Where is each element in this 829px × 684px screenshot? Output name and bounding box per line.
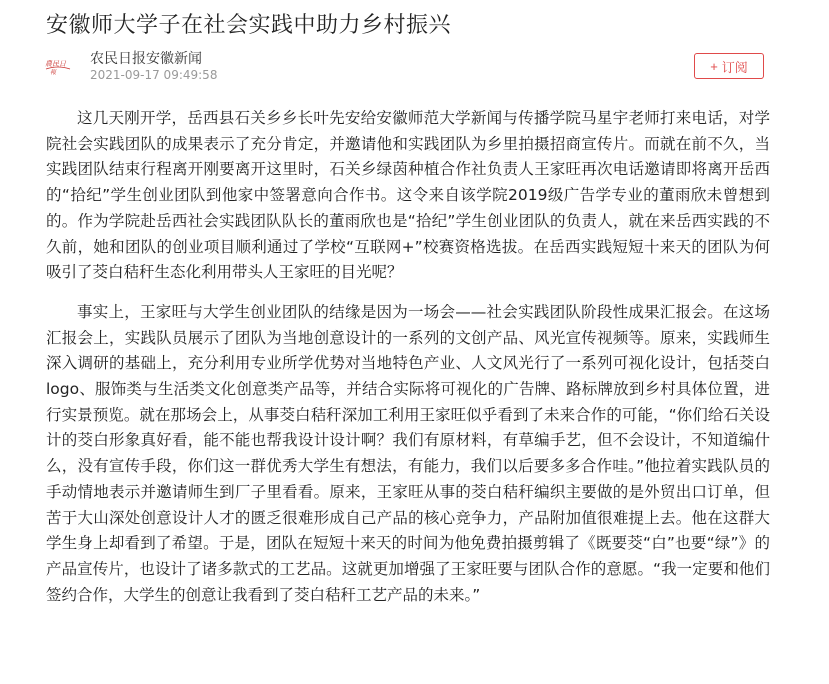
svg-text:農民日: 農民日 [45, 60, 66, 68]
article-paragraph: 这几天刚开学，岳西县石关乡乡长叶先安给安徽师范大学新闻与传播学院马星宇老师打来电话，对学院社会实践团队的成果表示了充分肯定，并邀请他和实践团队为乡里拍摄招商宣传片。而就在前不久，当实践团队结束行程离开刚要离开这里时，石关乡绿茵种植合作社负责人王家旺再次电话邀请即将离开岳西的“拾纪”学生创业团队到他家中签署意向合作书。这令来自该学院2019级广告学专业的董雨欣未曾想到的。作为学院赴岳西社会实践团队队长的董雨欣也是“拾纪”学生创业团队的负责人，就在来岳西实践的不久前，她和团队的创业项目顺利通过了学校“互联网+”校赛资格选拔。在岳西实践短短十来天的团队为何吸引了茭白秸秆生态化利用带头人王家旺的目光呢？ [46, 109, 770, 282]
article-body [46, 106, 770, 622]
publish-time: 2021-09-17 09:49:58 [90, 68, 218, 82]
svg-text:報: 報 [50, 69, 57, 76]
subscribe-label: 订阅 [721, 59, 748, 75]
article-title: 安徽师大学子在社会实践中助力乡村振兴 [46, 13, 452, 38]
plus-icon: + [710, 58, 718, 74]
subscribe-button[interactable] [694, 53, 764, 79]
article-paragraph: 事实上，王家旺与大学生创业团队的结缘是因为一场会——社会实践团队阶段性成果汇报会。在这场汇报会上，实践队员展示了团队为当地创意设计的一系列的文创产品、风光宣传视频等。原来，实践师生深入调研的基础上，充分利用专业所学优势对当地特色产业、人文风光行了一系列可视化设计，包括茭白logo、服饰类与生活类文化创意类产品等，并结合实际将可视化的广告牌、路标牌放到乡村具体位置，进行实景预览。就在那场会上，从事茭白秸秆深加工利用王家旺似乎看到了未来合作的可能，“你们给石关设计的茭白形象真好看，能不能也帮我设计设计啊？我们有原材料，有草编手艺，但不会设计，不知道编什么，没有宣传手段，你们这一群优秀大学生有想法，有能力，我们以后要多多合作哇。”他拉着实践队员的手动情地表示并邀请师生到厂子里看看。原来，王家旺从事的茭白秸秆编织主要做的是外贸出口订单，但苦于大山深处创意设计人才的匮乏很难形成自己产品的核心竞争力，产品附加值很难提上去。他在这群大学生身上却看到了希望。于是，团队在短短十来天的时间为他免费拍摄剪辑了《既要茭“白”也要“绿”》的产品宣传片，也设计了诸多款式的工艺品。这就更加增强了王家旺要与团队合作的意愿。“我一定要和他们签约合作，大学生的创意让我看到了茭白秸秆工艺产品的未来。” [46, 302, 770, 604]
source-logo-icon[interactable] [44, 53, 72, 81]
source-name[interactable]: 农民日报安徽新闻 [90, 51, 202, 67]
